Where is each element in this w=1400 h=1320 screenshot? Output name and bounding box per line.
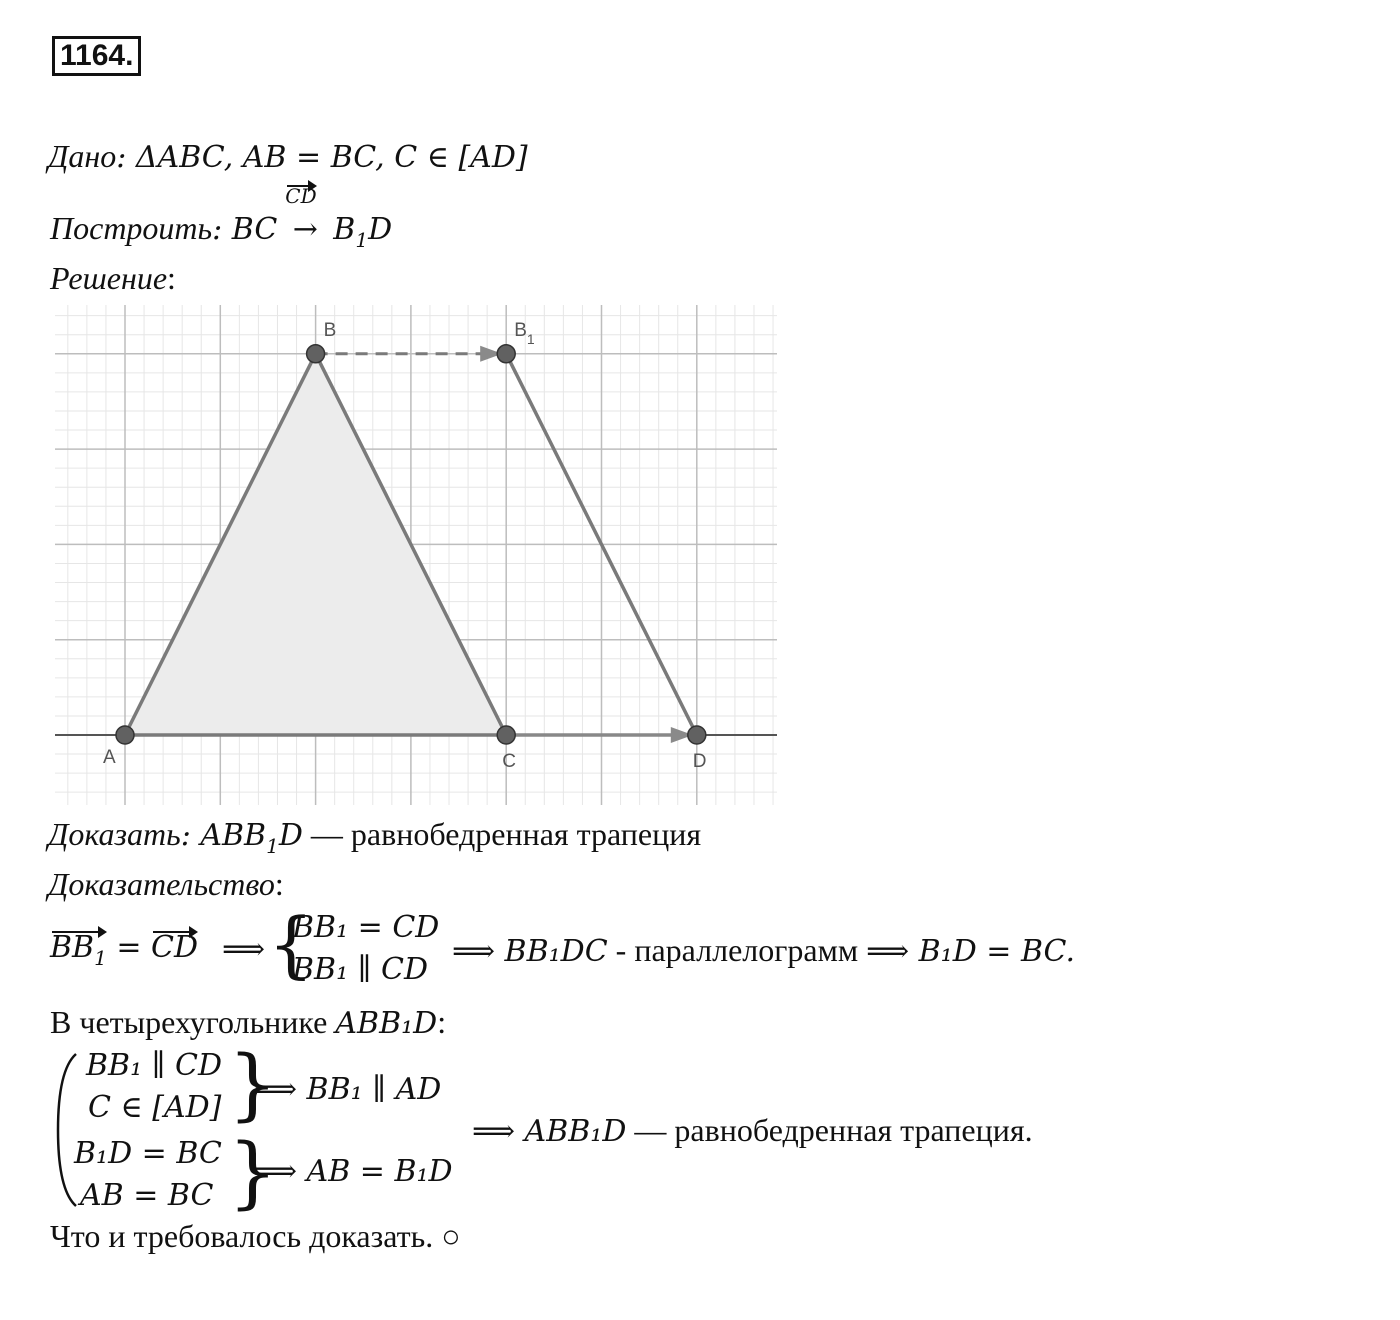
prove-text: — равнобедренная трапеция: [302, 816, 702, 852]
construct-label: Построить: [50, 210, 213, 246]
proof-step-1-rest: [452, 932, 1075, 969]
group1-row2: C ∈ [AD]: [88, 1090, 222, 1125]
proof-step-1: [50, 930, 198, 990]
group1-row1: BB₁ ∥ CD: [86, 1048, 223, 1083]
geometry-figure: [55, 305, 777, 805]
proof-colon: :: [274, 866, 284, 902]
system-row-1: BB₁ = CD: [292, 910, 440, 945]
construct-lhs: : BC: [212, 212, 278, 247]
point-c: [497, 726, 515, 744]
proof-line: [48, 866, 284, 903]
quad-text: В четырехугольнике: [50, 1004, 336, 1040]
group1-result: ⟹ BB₁ ∥ AD: [254, 1072, 442, 1107]
given-text: : ΔABC, AB = BC, C ∈ [AD]: [116, 140, 528, 175]
construct-arrow: →: [292, 212, 318, 247]
proof-implies-1: ⟹: [222, 932, 266, 967]
vector-bb1-sub: 1: [94, 946, 107, 970]
given-label: Дано: [48, 138, 117, 174]
proof-parallelogram-text: - параллелограмм: [607, 932, 867, 968]
given-line: [48, 138, 528, 175]
problem-number: 1164.: [52, 36, 141, 76]
proof-end: ⟹ B₁D = BC.: [866, 934, 1075, 969]
quad-formula: ABB₁D: [335, 1006, 438, 1041]
vector-bb1-main: BB: [50, 930, 95, 965]
construct-arrow-group: [285, 184, 325, 247]
construct-rhs-end: D: [368, 212, 393, 247]
point-label-a: A: [103, 747, 116, 768]
prove-line: [48, 816, 702, 858]
quad-end: :: [437, 1004, 447, 1040]
point-a: [116, 726, 134, 744]
construct-line: [50, 184, 393, 252]
point-label-c: C: [502, 751, 516, 772]
proof-mid: ⟹ BB₁DC: [452, 934, 608, 969]
construct-rhs-main: B: [333, 212, 356, 247]
point-label-sub: 1: [526, 330, 535, 347]
point-label-d: D: [692, 751, 707, 772]
vector-bb1-text: [50, 930, 107, 970]
group2-result: ⟹ AB = B₁D: [254, 1154, 453, 1189]
solution-line: [50, 260, 176, 297]
point-b1: [497, 345, 515, 363]
group1-brace: }: [228, 1040, 278, 1130]
proof-label: Доказательство: [48, 866, 275, 902]
prove-formula-end: D: [278, 818, 303, 853]
prove-formula-main: : ABB: [180, 818, 267, 853]
conclusion-text: — равнобедренная трапеция.: [626, 1112, 1033, 1148]
point-b: [307, 345, 325, 363]
conclusion-formula: ⟹ ABB₁D: [472, 1114, 627, 1149]
qed-line: Что и требовалось доказать. ○: [50, 1218, 461, 1254]
group2-row1: B₁D = BC: [74, 1136, 222, 1171]
construct-vector: CD: [285, 184, 317, 208]
conclusion-line: [472, 1112, 1033, 1149]
vector-cd-text: CD: [151, 930, 199, 965]
point-d: [688, 726, 706, 744]
point-label-b1: $B_1$: [514, 319, 535, 347]
solution-colon: :: [167, 260, 176, 296]
quad-line: [50, 1004, 446, 1041]
point-label-b: B: [323, 319, 337, 341]
solution-label: Решение: [50, 260, 168, 296]
system-row-2: BB₁ ∥ CD: [292, 952, 429, 987]
system-brace-1: {: [268, 902, 314, 986]
prove-label: Доказать: [48, 816, 181, 852]
group2-row2: AB = BC: [80, 1178, 214, 1213]
outer-paren: [50, 1050, 82, 1210]
proof-eq: =: [106, 930, 152, 965]
group2-brace: }: [228, 1128, 278, 1218]
prove-formula-sub: 1: [266, 834, 279, 858]
construct-rhs-sub: 1: [355, 228, 369, 252]
